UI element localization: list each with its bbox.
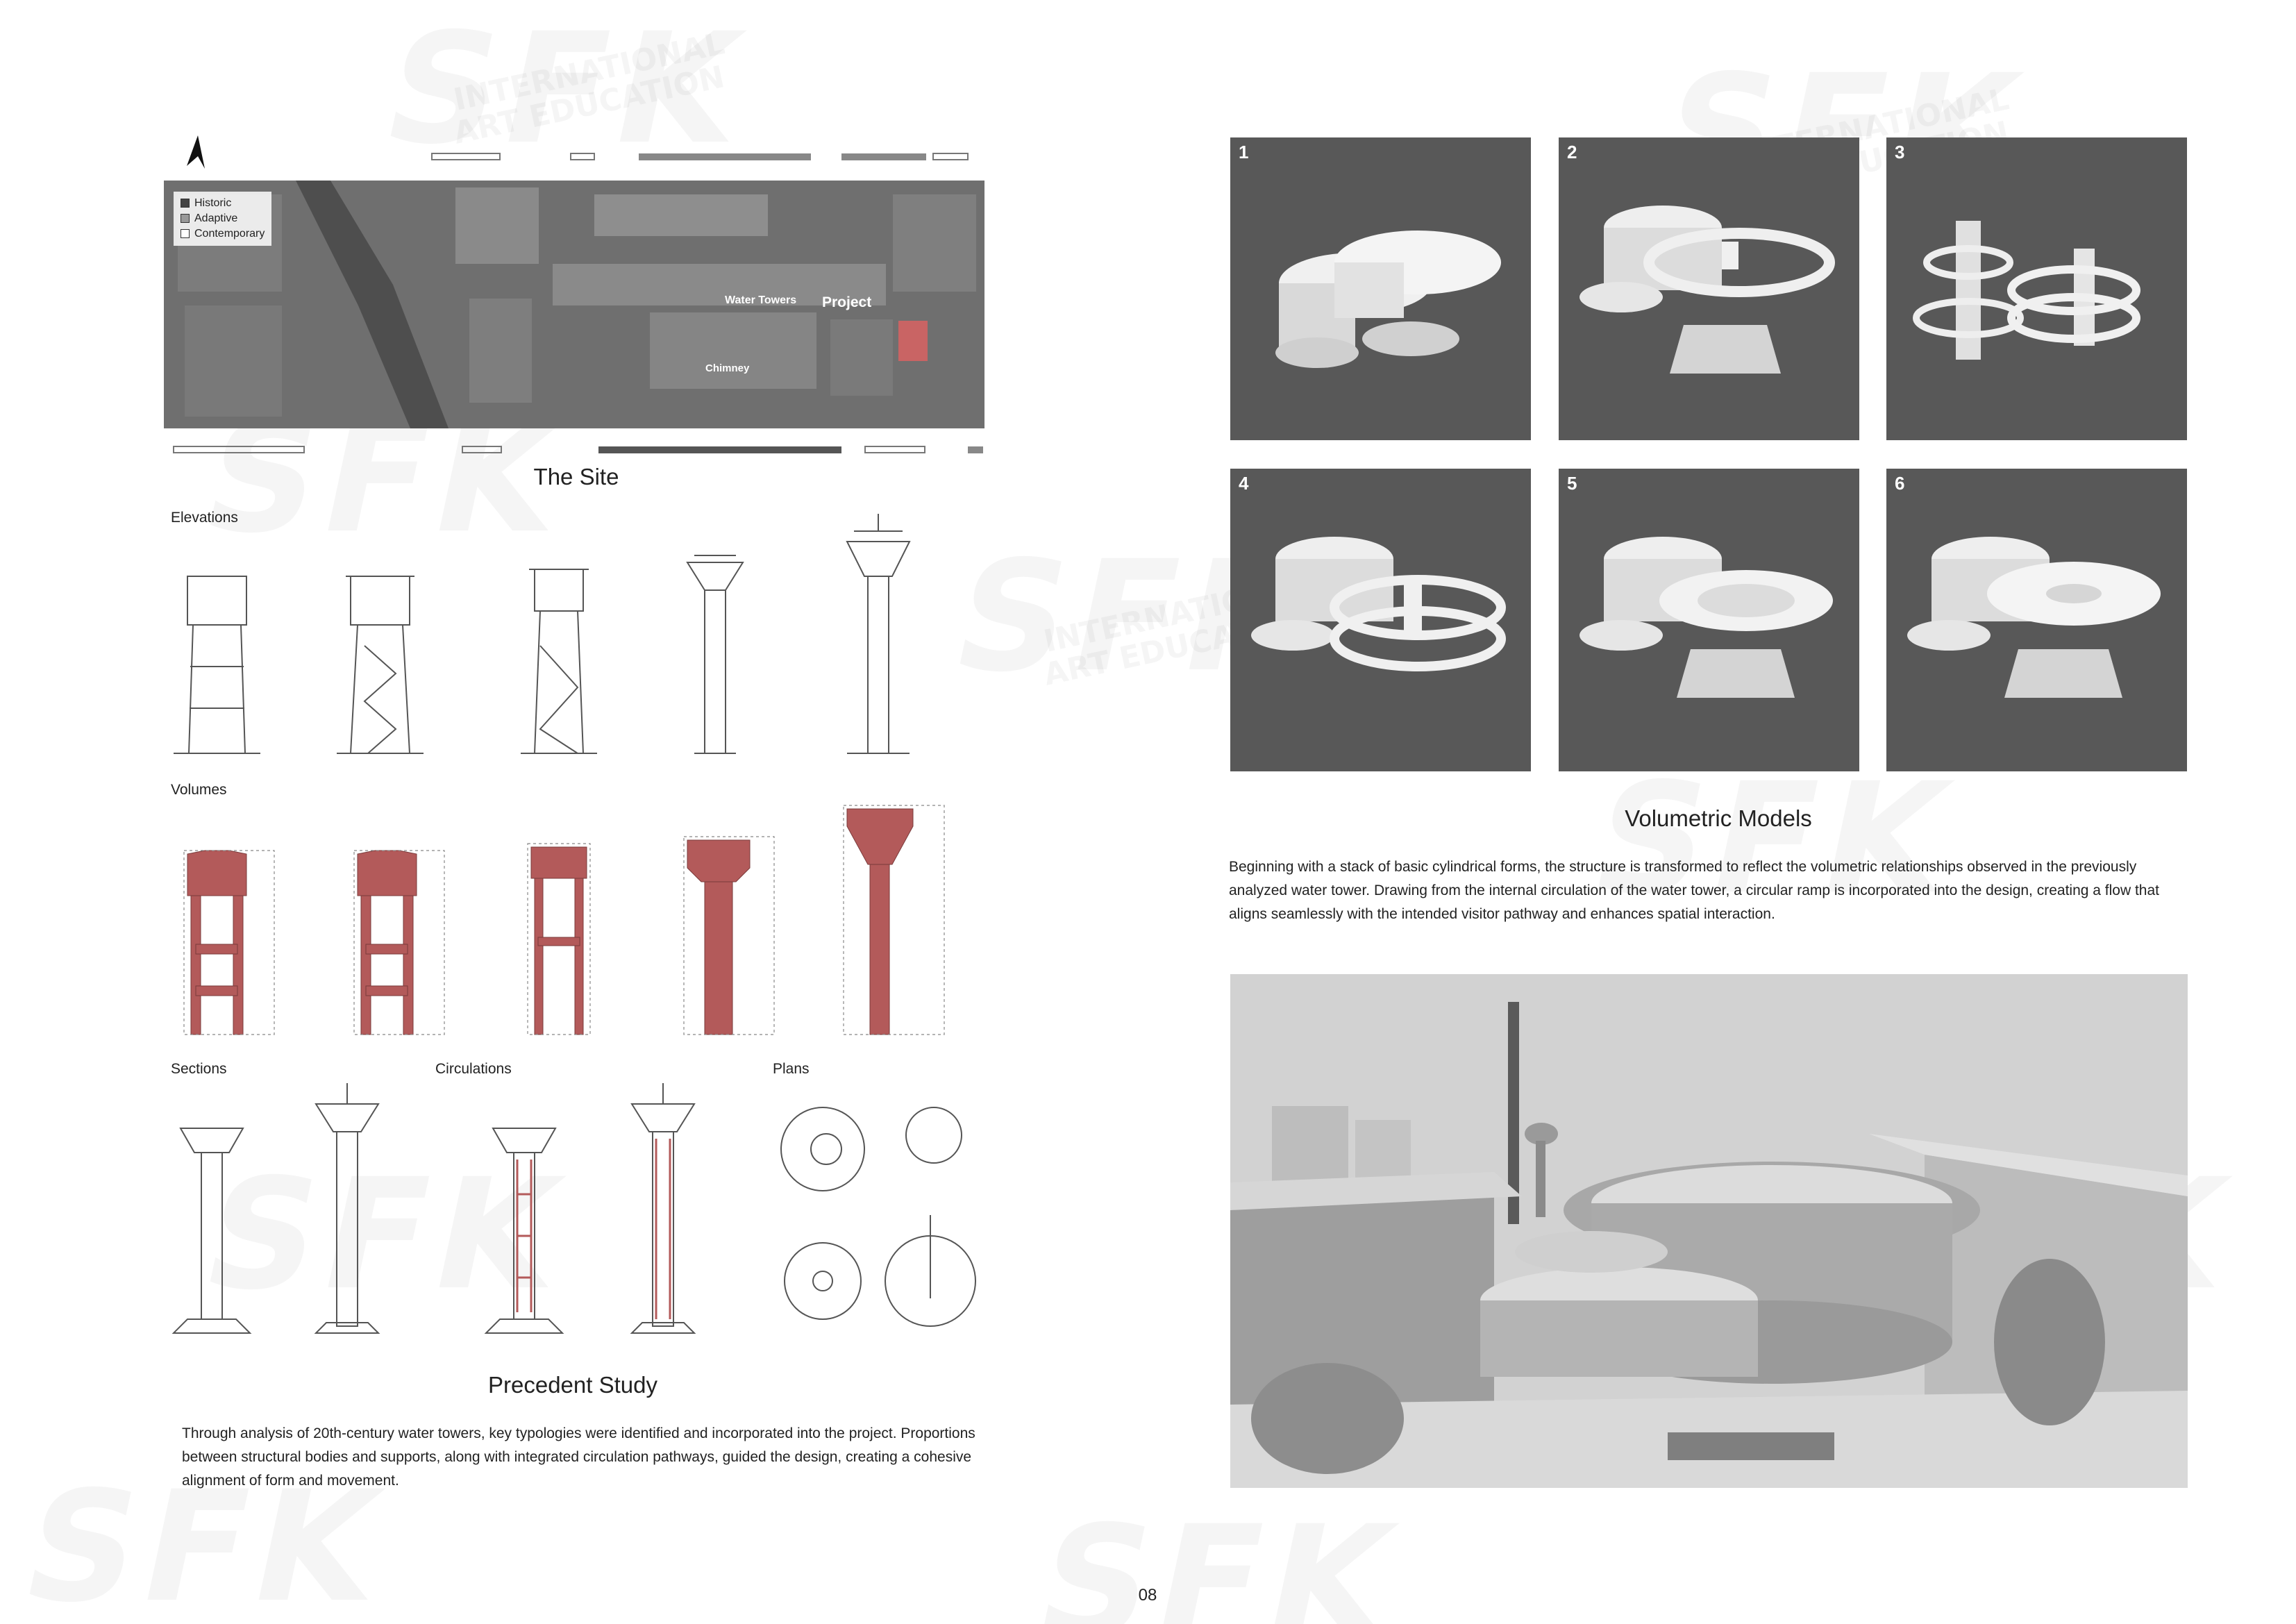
map-label-chimney: Chimney (705, 362, 750, 374)
volumetric-model-4 (1230, 469, 1531, 771)
page-number: 08 (1138, 1586, 1157, 1605)
volumetric-model-3 (1886, 137, 2187, 440)
elevations-drawings (160, 507, 958, 757)
scale-bar-top (430, 151, 972, 162)
watermark-caption (451, 56, 727, 123)
legend-item-adaptive: Adaptive (181, 211, 265, 226)
legend-item-historic: Historic (181, 196, 265, 211)
model-number: 4 (1239, 473, 1249, 494)
volumes-label: Volumes (171, 782, 227, 798)
model-number: 1 (1239, 142, 1249, 162)
legend-item-contemporary: Contemporary (181, 226, 265, 242)
volumes-diagrams (160, 798, 958, 1041)
sections-label: Sections (171, 1061, 227, 1077)
precedent-title: Precedent Study (488, 1372, 657, 1398)
map-label-water-towers: Water Towers (725, 294, 797, 306)
map-legend (174, 192, 271, 246)
models-text: Beginning with a stack of basic cylindrical forms, the structure is transformed to reflect the volumetric relationships observed in the previously analyzed water tower. Drawing from the internal circulation of the water tower, a circular ramp is incorporated into the design, creating a flow that aligns seamlessly with the intended visitor pathway and enhances spatial interaction. (1229, 859, 2159, 922)
volumetric-model-6 (1886, 469, 2187, 771)
precedent-text: Through analysis of 20th-century water towers, key typologies were identified and incorporated into the project. Proportions between structural bodies and supports, along with integrated circulation pathways, guided the design, creating a cohesive alignment of form and movement. (182, 1425, 975, 1489)
plans-label: Plans (773, 1061, 810, 1077)
model-number: 2 (1567, 142, 1577, 162)
circulations-label: Circulations (435, 1061, 512, 1077)
volumetric-model-5 (1559, 469, 1859, 771)
watermark (1041, 1493, 1395, 1624)
models-title: Volumetric Models (1625, 805, 1812, 831)
model-number: 6 (1895, 473, 1905, 494)
site-title: The Site (533, 464, 619, 489)
sections-circulations-plans (160, 1069, 993, 1347)
north-arrow-icon (184, 135, 212, 170)
map-label-project: Project (822, 294, 872, 310)
elevations-label: Elevations (171, 510, 238, 526)
volumetric-model-1 (1230, 137, 1531, 440)
scale-bar-bottom (172, 444, 986, 455)
project-rendering (1230, 974, 2188, 1488)
site-aerial-map (164, 181, 984, 428)
model-number: 5 (1567, 473, 1577, 494)
model-number: 3 (1895, 142, 1905, 162)
volumetric-model-2 (1559, 137, 1859, 440)
